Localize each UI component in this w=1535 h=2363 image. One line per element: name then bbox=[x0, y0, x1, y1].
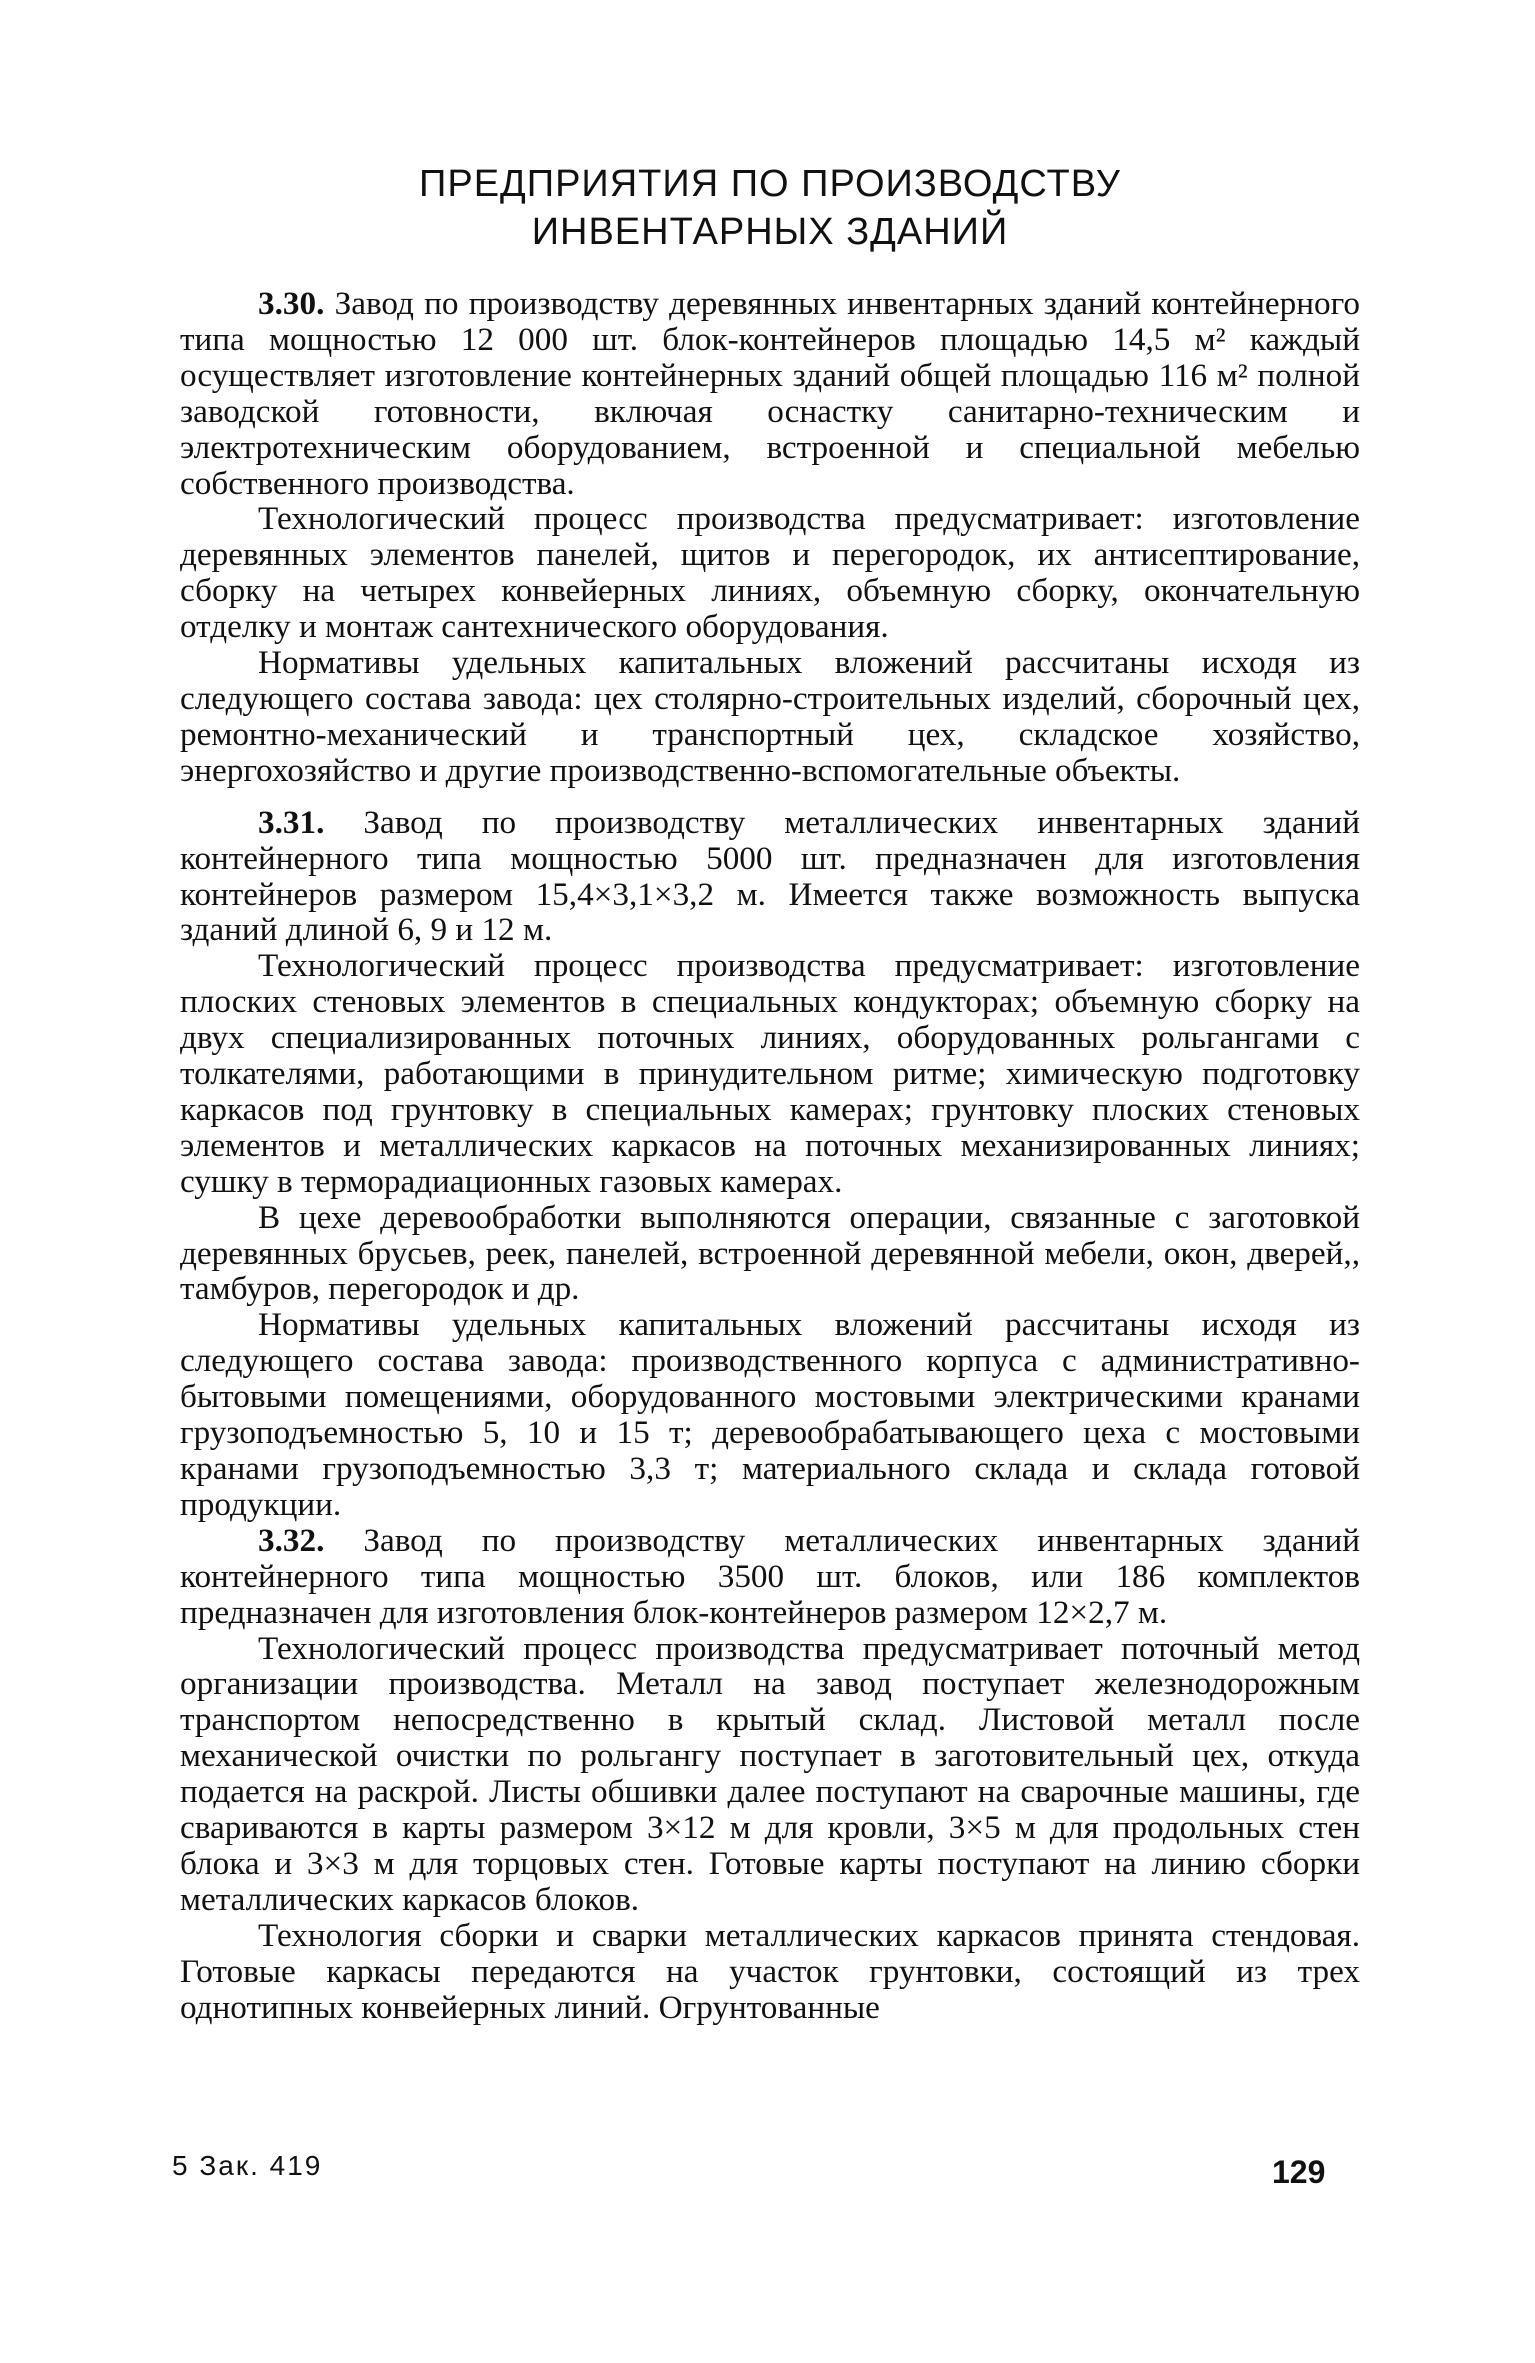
paragraph-text: Нормативы удельных капитальных вложений рассчитаны исходя из следующего состава завода: цех столярно-строительных изделий, сборочный цех, ремонтно-механический и транспортный цех, складское хозяйство, энергохозяйство и другие производственно-вспомогательные объекты. bbox=[180, 644, 1360, 789]
section-heading-line-2: ИНВЕНТАРНЫХ ЗДАНИЙ bbox=[531, 211, 1009, 253]
clause-number: 3.31. bbox=[258, 803, 325, 841]
paragraph bbox=[180, 948, 1360, 1199]
printer-signature: 5 Зак. 419 bbox=[172, 2150, 323, 2181]
paragraph-text: Нормативы удельных капитальных вложений рассчитаны исходя из следующего состава завода: производственного корпуса с административно-бытовыми помещениями, оборудованного мостовыми электрическими кранами грузоподъемностью 5, 10 и 15 т; деревообрабатывающего цеха с мостовыми кранами грузоподъемностью 3,3 т; материального склада и склада готовой продукции. bbox=[180, 1306, 1360, 1523]
page-number: 129 bbox=[1272, 2154, 1326, 2190]
paragraph bbox=[180, 1631, 1360, 1918]
paragraph-text: Технологический процесс производства предусматривает поточный метод организации производства. Металл на завод поступает железнодорожным транспортом непосредственно в крытый склад. Листовой металл после механической очистки по рольгангу поступает в заготовительный цех, откуда подается на раскрой. Листы обшивки далее поступают на сварочные машины, где свариваются в карты размером 3×12 м для кровли, 3×5 м для продольных стен блока и 3×3 м для торцовых стен. Готовые карты поступают на линию сборки металлических каркасов блоков. bbox=[180, 1629, 1360, 1918]
paragraph bbox=[180, 645, 1360, 789]
paragraph-3-31 bbox=[180, 805, 1360, 949]
paragraph-3-30 bbox=[180, 286, 1360, 501]
paragraph-text: Технологический процесс производства предусматривает: изготовление деревянных элементов панелей, щитов и перегородок, их антисептирование, сборку на четырех конвейерных линиях, объемную сборку, окончательную отделку и монтаж сантехнического оборудования. bbox=[180, 500, 1360, 646]
section-heading-line-1: ПРЕДПРИЯТИЯ ПО ПРОИЗВОДСТВУ bbox=[419, 163, 1121, 205]
clause-number: 3.30. bbox=[258, 285, 325, 322]
paragraph-text: Завод по производству деревянных инвентарных зданий контейнерного типа мощностью 12 000 шт. блок-контейнеров площадью 14,5 м² каждый осуществляет изготовление контейнерных зданий общей площадью 116 м² полной заводской готовности, включая оснастку санитарно-техническим и электротехническим оборудованием, встроенной и специальной мебелью собственного производства. bbox=[180, 285, 1360, 502]
paragraph-text: Технологический процесс производства предусматривает: изготовление плоских стеновых элементов в специальных кондукторах; объемную сборку на двух специализированных поточных линиях, оборудованных рольгангами с толкателями, работающими в принудительном ритме; химическую подготовку каркасов под грунтовку в специальных камерах; грунтовку плоских стеновых элементов и металлических каркасов на поточных механизированных линиях; сушку в терморадиационных газовых камерах. bbox=[180, 947, 1360, 1200]
page-content bbox=[180, 160, 1360, 2026]
paragraph bbox=[180, 1918, 1360, 2026]
section-heading bbox=[180, 160, 1360, 256]
paragraph-text: В цехе деревообработки выполняются операции, связанные с заготовкой деревянных брусьев, реек, панелей, встроенной деревянной мебели, окон, дверей,, тамбуров, перегородок и др. bbox=[180, 1198, 1360, 1308]
paragraph-text: Завод по производству металлических инвентарных зданий контейнерного типа мощностью 3500 шт. блоков, или 186 комплектов предназначен для изготовления блок-контейнеров размером 12×2,7 м. bbox=[180, 1521, 1360, 1631]
paragraph bbox=[180, 1307, 1360, 1522]
page-footer bbox=[172, 2150, 1352, 2190]
paragraph-3-32 bbox=[180, 1523, 1360, 1631]
paragraph bbox=[180, 1200, 1360, 1308]
paragraph-text: Технология сборки и сварки металлических каркасов принята стендовая. Готовые каркасы передаются на участок грунтовки, состоящий из трех однотипных конвейерных линий. Огрунтованные bbox=[180, 1916, 1360, 2026]
paragraph bbox=[180, 501, 1360, 645]
paragraph-text: Завод по производству металлических инвентарных зданий контейнерного типа мощностью 5000 шт. предназначен для изготовления контейнеров размером 15,4×3,1×3,2 м. Имеется также возможность выпуска зданий длиной 6, 9 и 12 м. bbox=[180, 803, 1360, 949]
clause-number: 3.32. bbox=[258, 1521, 325, 1559]
